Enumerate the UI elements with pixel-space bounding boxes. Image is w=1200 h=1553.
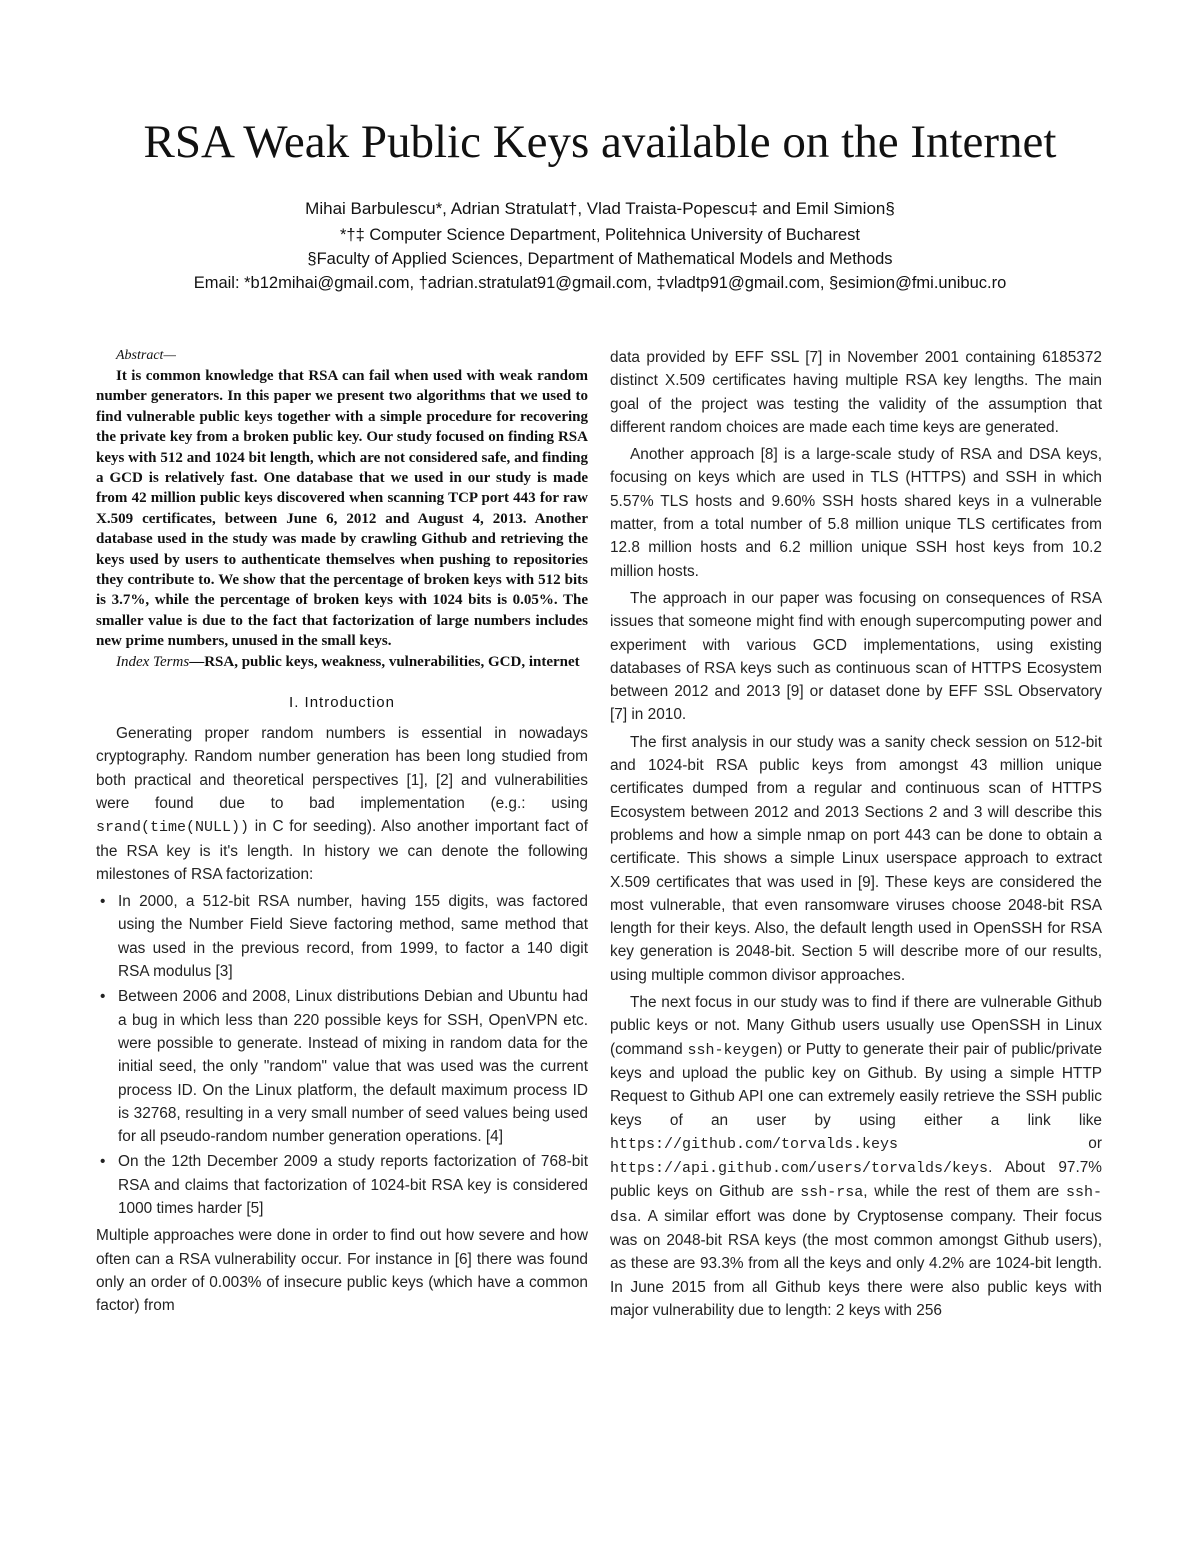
- index-terms-label: Index Terms: [116, 653, 190, 670]
- index-terms: [96, 652, 588, 672]
- intro-p1-text-b: in C for seeding). Also another important fact of the RSA key is it's length. In history we can denote the following milestones of RSA factorization:: [96, 818, 588, 883]
- abstract: [96, 346, 588, 652]
- right-p5-text-f: . A similar effort was done by Cryptosense company. Their focus was on 2048-bit RSA keys (the most common amongst Github users), as these are 93.3% from all the keys and only 4.2% are 1024-bit length. In June 2015 from all Github keys there were also public keys with major vulnerability due to length: 2 keys with 256: [610, 1207, 1102, 1319]
- right-p5-text-d: . About 97.7% public keys on Github are: [610, 1159, 1102, 1201]
- code-ssh-dsa: ssh-dsa: [610, 1184, 1102, 1226]
- intro-paragraph-2: Multiple approaches were done in order to find out how severe and how often can a RSA vulnerability occur. For instance in [6] there was found only an order of 0.003% of insecure public keys (which have a common factor) from: [96, 1227, 588, 1315]
- list-item-text: In 2000, a 512-bit RSA number, having 155 digits, was factored using the Number Field Sieve factoring method, same method that was used in the previous record, from 1999, to factor a 140 digit RSA modulus [3]: [118, 893, 588, 981]
- right-paragraph-2: Another approach [8] is a large-scale study of RSA and DSA keys, focusing on keys which are used in TLS (HTTPS) and SSH in which 5.57% TLS hosts and 9.60% SSH hosts shared keys in a vulnerable matter, from a total number of 5.8 million unique TLS certificates from 12.8 million hosts and 6.2 million unique SSH host keys from 10.2 million hosts.: [610, 446, 1102, 580]
- author-emails: Email: *b12mihai@gmail.com, †adrian.stratulat91@gmail.com, ‡vladtp91@gmail.com, §esimion@fmi.unibuc.ro: [193, 274, 1007, 292]
- code-github-api-url: https://api.github.com/users/torvalds/keys: [610, 1160, 989, 1178]
- intro-paragraph-1: [96, 722, 588, 886]
- index-terms-text: —RSA, public keys, weakness, vulnerabilities, GCD, internet: [189, 653, 580, 670]
- right-p5-text-a: The next focus in our study was to find if there are vulnerable Github public keys or not. Many Github users usually use OpenSSH in Linux (command: [610, 994, 1102, 1058]
- left-column: [96, 346, 588, 1322]
- right-p5-text-b: ) or Putty to generate their pair of public/private keys and upload the public key on Github. By using a simple HTTP Request to Github API one can extremely easily retrieve the SSH public keys of an user by using either a link like: [610, 1040, 1102, 1129]
- right-paragraph-1: data provided by EFF SSL [7] in November 2001 containing 6185372 distinct X.509 certificates having multiple RSA key lengths. The main goal of the project was testing the validity of the assumption that different random choices are made each time keys are generated.: [610, 349, 1102, 436]
- list-item: [100, 985, 588, 1148]
- abstract-text: It is common knowledge that RSA can fail when used with weak random number generators. In this paper we present two algorithms that we used to find vulnerable public keys together with a simple procedure for recovering the private key from a broken public key. Our study focused on finding RSA keys with 512 and 1024 bit length, which are not considered safe, and finding a GCD is relatively fast. One database that we used in our study is made from 42 million public keys discovered when scanning TCP port 443 for raw X.509 certificates, between June 6, 2012 and August 4, 2013. Another database used in the study was made by crawling Github and retrieving the keys used by users to authenticate themselves when pushing to repositories they contribute to. We show that the percentage of broken keys with 512 bits is 3.7%, while the percentage of broken keys with 1024 bits is 0.05%. The smaller value is due to the fact that factorization of large numbers includes new prime numbers, unused in the small keys.: [96, 368, 588, 650]
- code-ssh-keygen: ssh-keygen: [687, 1041, 778, 1059]
- right-p5-text-e: , while the rest of them are: [863, 1183, 1066, 1201]
- list-item: [100, 890, 588, 983]
- list-item: [100, 1150, 588, 1220]
- right-paragraph-3: The approach in our paper was focusing on consequences of RSA issues that someone might find with enough supercomputing power and experiment with various GCD implementations, using existing databases of RSA keys such as continuous scan of HTTPS Ecosystem between 2012 and 2013 [9] or dataset done by EFF SSL Observatory [7] in 2010.: [610, 589, 1102, 724]
- bullet-icon: •: [100, 893, 106, 911]
- affiliation-2: §Faculty of Applied Sciences, Department of Mathematical Models and Methods: [307, 250, 893, 268]
- abstract-heading: Abstract—: [116, 348, 176, 363]
- affiliation-1: *†‡ Computer Science Department, Politehnica University of Bucharest: [340, 226, 860, 244]
- right-column: [610, 346, 1102, 1326]
- right-paragraph-5: [610, 991, 1102, 1322]
- list-item-text: Between 2006 and 2008, Linux distributions Debian and Ubuntu had a bug in which less than 220 possible keys for SSH, OpenVPN etc. were possible to generate. Instead of mixing in random data for the initial seed, the only "random" value that was used was the current process ID. On the Linux platform, the default maximum process ID is 32768, resulting in a very small number of seed values being used for all pseudo-random number generation operations. [4]: [118, 988, 588, 1146]
- code-ssh-rsa: ssh-rsa: [800, 1184, 864, 1202]
- bullet-icon: •: [100, 1153, 106, 1171]
- paper-title: RSA Weak Public Keys available on the Internet: [143, 116, 1057, 168]
- intro-code-srand: srand(time(NULL)): [96, 819, 250, 837]
- author-list: Mihai Barbulescu*, Adrian Stratulat†, Vlad Traista-Popescu‡ and Emil Simion§: [305, 199, 895, 218]
- list-item-text: On the 12th December 2009 a study reports factorization of 768-bit RSA and claims that factorization of 1024-bit RSA key is considered 1000 times harder [5]: [118, 1153, 588, 1218]
- right-paragraph-4: The first analysis in our study was a sanity check session on 512-bit and 1024-bit RSA public keys from amongst 43 million unique certificates dumped from a regular and continuous scan of HTTPS Ecosystem between 2012 and 2013 Sections 2 and 3 will describe this problems and how a simple nmap on port 443 can be done to obtain a certificate. This shows a simple Linux userspace approach to extract X.509 certificates that was used in [9]. These keys are considered the most vulnerable, that even ransomware viruses choose 2048-bit RSA length for their keys. Also, the default length used in OpenSSH for RSA key generation is 2048-bit. Section 5 will describe more of our results, using multiple common divisor approaches.: [610, 733, 1102, 984]
- bullet-icon: •: [100, 988, 106, 1006]
- milestones-list: [96, 890, 588, 1220]
- right-p5-text-c: or: [898, 1134, 1102, 1152]
- intro-p1-text-a: Generating proper random numbers is essential in nowadays cryptography. Random number generation has been long studied from both practical and theoretical perspectives [1], [2] and vulnerabilities were found due to bad implementation (e.g.: using: [96, 725, 588, 812]
- code-github-keys-url: https://github.com/torvalds.keys: [610, 1135, 899, 1153]
- section-heading-introduction: I. Introduction: [289, 694, 395, 712]
